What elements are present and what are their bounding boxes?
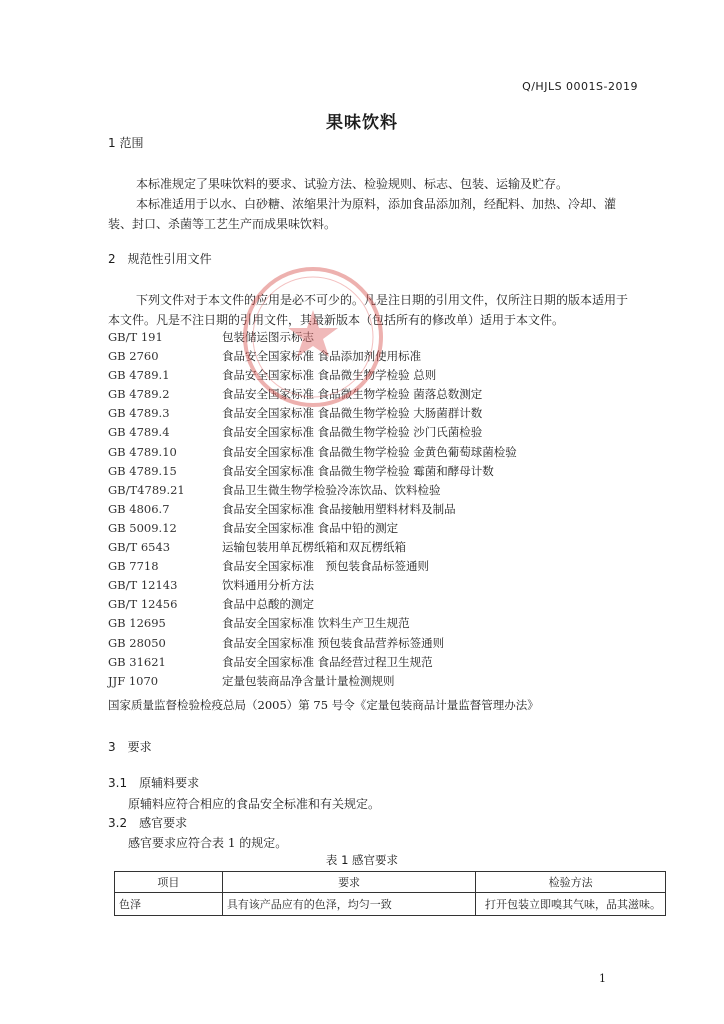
reference-item xyxy=(108,404,628,423)
reference-item xyxy=(108,576,628,595)
table-header-cell: 检验方法 xyxy=(476,872,666,893)
reference-code: GB 4789.15 xyxy=(108,463,177,478)
reference-code: GB 31621 xyxy=(108,654,166,669)
reference-code: GB/T 191 xyxy=(108,330,163,344)
reference-code: GB 4789.1 xyxy=(108,368,170,383)
reference-name: 包装储运图示标志 xyxy=(222,330,314,344)
reference-item xyxy=(108,462,628,481)
reference-item xyxy=(108,443,628,462)
reference-code: GB 12695 xyxy=(108,616,166,631)
table-row xyxy=(115,893,666,916)
reference-code: GB 4789.4 xyxy=(108,425,170,440)
reference-name: 食品卫生微生物学检验冷冻饮品、饮料检验 xyxy=(222,482,441,497)
reference-code: GB/T 6543 xyxy=(108,540,171,555)
subsection-3-2-heading: 3.2 感官要求 xyxy=(108,816,188,830)
section-1-heading: 1 范围 xyxy=(108,136,144,150)
section-1-para-2: 本标准适用于以水、白砂糖、浓缩果汁为原料，添加食品添加剂，经配料、加热、冷却、灌装、封口、杀菌等工艺生产而成果味饮料。 xyxy=(108,197,617,231)
table-cell: 打开包装立即嗅其气味，品其滋味。 xyxy=(476,893,666,916)
reference-name: 食品安全国家标准 预包装食品营养标签通则 xyxy=(222,635,445,650)
reference-name: 食品安全国家标准 食品微生物学检验 大肠菌群计数 xyxy=(222,406,483,421)
reference-name: 食品安全国家标准 食品经营过程卫生规范 xyxy=(222,654,433,669)
reference-code: GB 5009.12 xyxy=(108,520,177,535)
subsection-3-2-text: 感官要求应符合表 1 的规定。 xyxy=(128,836,288,850)
reference-code: GB/T 12143 xyxy=(108,578,178,593)
reference-name: 饮料通用分析方法 xyxy=(222,578,314,593)
reference-name: 食品安全国家标准 食品中铅的测定 xyxy=(222,520,399,535)
reference-name: 食品安全国家标准 饮料生产卫生规范 xyxy=(222,616,410,631)
reference-code: GB 28050 xyxy=(108,635,166,650)
reference-name: 定量包装商品净含量计量检测规则 xyxy=(222,673,395,688)
reference-item xyxy=(108,538,628,557)
reference-name: 食品安全国家标准 预包装食品标签通则 xyxy=(222,559,429,574)
table-cell: 具有该产品应有的色泽，均匀一致 xyxy=(222,893,476,916)
reference-name: 食品安全国家标准 食品添加剂使用标准 xyxy=(222,349,422,364)
reference-item xyxy=(108,519,628,538)
reference-item xyxy=(108,653,628,672)
reference-name: 运输包装用单瓦楞纸箱和双瓦楞纸箱 xyxy=(222,540,406,555)
reference-item xyxy=(108,366,628,385)
reference-code: GB 4789.3 xyxy=(108,406,170,421)
table-cell: 色泽 xyxy=(115,893,223,916)
reference-item xyxy=(108,634,628,653)
table-header-cell: 项目 xyxy=(115,872,223,893)
reference-list xyxy=(108,328,628,691)
reference-item xyxy=(108,595,628,614)
reference-name: 食品中总酸的测定 xyxy=(222,597,314,612)
reference-name: 食品安全国家标准 食品微生物学检验 金黄色葡萄球菌检验 xyxy=(222,444,517,459)
reference-item xyxy=(108,614,628,633)
table-header-cell: 要求 xyxy=(222,872,476,893)
reference-code: GB 4806.7 xyxy=(108,501,170,516)
reference-code: GB 4789.2 xyxy=(108,387,170,402)
reference-name: 食品安全国家标准 食品接触用塑料材料及制品 xyxy=(222,501,456,516)
reference-item xyxy=(108,500,628,519)
section-2-heading: 2 规范性引用文件 xyxy=(108,252,212,266)
subsection-3-1-text: 原辅料应符合相应的食品安全标准和有关规定。 xyxy=(128,797,381,811)
document-title: 果味饮料 xyxy=(326,113,398,133)
reference-item xyxy=(108,557,628,576)
sensory-requirements-table xyxy=(114,871,666,916)
table-1-caption: 表 1 感官要求 xyxy=(325,853,399,867)
reference-name: 食品安全国家标准 食品微生物学检验 总则 xyxy=(222,368,437,383)
reference-item xyxy=(108,328,628,347)
section-3-heading: 3 要求 xyxy=(108,740,152,754)
reference-name: 食品安全国家标准 食品微生物学检验 菌落总数测定 xyxy=(222,387,483,402)
reference-code: GB 7718 xyxy=(108,559,159,574)
reference-item xyxy=(108,347,628,366)
table-header-row xyxy=(115,872,666,893)
regulation-note: 国家质量监督检验检疫总局（2005）第 75 号令《定量包装商品计量监督管理办法》 xyxy=(108,698,539,712)
reference-code: GB 2760 xyxy=(108,349,159,364)
reference-code: JJF 1070 xyxy=(108,673,159,688)
reference-code: GB/T4789.21 xyxy=(108,482,185,497)
reference-code: GB/T 12456 xyxy=(108,597,178,612)
reference-code: GB 4789.10 xyxy=(108,444,177,459)
section-2-intro: 下列文件对于本文件的应用是必不可少的。凡是注日期的引用文件，仅所注日期的版本适用于本文件。凡是不注日期的引用文件，其最新版本（包括所有的修改单）适用于本文件。 xyxy=(108,293,629,327)
reference-name: 食品安全国家标准 食品微生物学检验 霉菌和酵母计数 xyxy=(222,463,494,478)
reference-item xyxy=(108,672,628,691)
subsection-3-1-heading: 3.1 原辅料要求 xyxy=(108,776,200,790)
section-1-para-1: 本标准规定了果味饮料的要求、试验方法、检验规则、标志、包装、运输及贮存。 xyxy=(136,177,569,191)
standard-number: Q/HJLS 0001S-2019 xyxy=(522,80,638,93)
reference-item xyxy=(108,481,628,500)
reference-item xyxy=(108,385,628,404)
reference-item xyxy=(108,423,628,442)
page-number: 1 xyxy=(599,972,606,985)
reference-name: 食品安全国家标准 食品微生物学检验 沙门氏菌检验 xyxy=(222,425,483,440)
